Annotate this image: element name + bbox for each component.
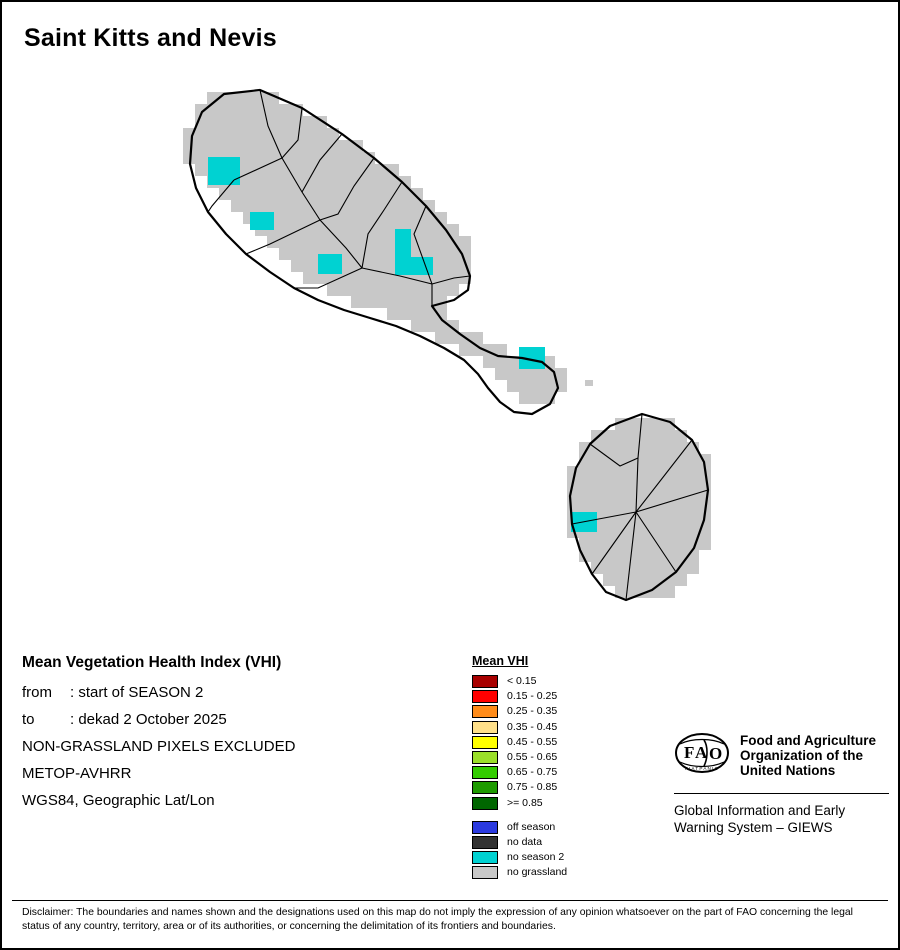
- legend-class-swatch: [472, 766, 498, 779]
- svg-text:F I A T P A N I S: F I A T P A N I S: [685, 766, 718, 771]
- legend-class-item: [472, 735, 672, 750]
- legend-special-list: [472, 820, 672, 881]
- fao-name-line3: United Nations: [740, 763, 836, 778]
- legend-special-item: [472, 820, 672, 835]
- info-heading: Mean Vegetation Health Index (VHI): [22, 654, 282, 671]
- svg-text:O: O: [709, 744, 723, 763]
- nevis-island: [567, 414, 711, 600]
- legend-class-label: 0.25 - 0.35: [507, 705, 558, 718]
- info-from-row: [22, 684, 452, 701]
- map-info-block: [22, 654, 452, 819]
- legend-special-item: [472, 850, 672, 865]
- legend-special-label: off season: [507, 820, 556, 833]
- legend-special-label: no season 2: [507, 851, 565, 864]
- legend-class-item: [472, 704, 672, 719]
- info-pixels-note: NON-GRASSLAND PIXELS EXCLUDED: [22, 738, 296, 755]
- fao-divider: [674, 793, 889, 794]
- info-projection: WGS84, Geographic Lat/Lon: [22, 792, 215, 809]
- legend-special-swatch: [472, 866, 498, 879]
- disclaimer-divider: [12, 900, 888, 901]
- legend-class-item: [472, 780, 672, 795]
- legend-class-label: 0.65 - 0.75: [507, 766, 558, 779]
- legend-class-swatch: [472, 690, 498, 703]
- saint-kitts-island: [183, 90, 593, 414]
- legend-special-item: [472, 865, 672, 880]
- svg-text:F: F: [684, 743, 695, 762]
- legend-class-item: [472, 689, 672, 704]
- legend-class-item: [472, 674, 672, 689]
- legend-class-item: [472, 765, 672, 780]
- fao-branding: [674, 728, 889, 836]
- legend-class-swatch: [472, 797, 498, 810]
- legend-class-swatch: [472, 705, 498, 718]
- legend-class-swatch: [472, 751, 498, 764]
- legend-class-label: < 0.15: [507, 675, 537, 688]
- giews-line1: Global Information and Early: [674, 803, 846, 818]
- legend-special-swatch: [472, 821, 498, 834]
- map-canvas: [2, 62, 898, 642]
- legend-class-label: 0.55 - 0.65: [507, 751, 558, 764]
- legend-class-label: 0.15 - 0.25: [507, 690, 558, 703]
- info-from-label: from: [22, 684, 52, 701]
- info-to-label: to: [22, 711, 35, 728]
- legend-class-item: [472, 720, 672, 735]
- legend-special-label: no grassland: [507, 866, 568, 879]
- legend-class-item: [472, 796, 672, 811]
- legend-special-label: no data: [507, 835, 543, 848]
- legend-special-swatch: [472, 851, 498, 864]
- svg-text:A: A: [695, 743, 708, 762]
- legend-class-swatch: [472, 781, 498, 794]
- legend-class-label: 0.35 - 0.45: [507, 720, 558, 733]
- giews-name: [674, 802, 889, 836]
- legend-class-list: [472, 674, 672, 811]
- info-to-row: [22, 711, 452, 728]
- legend-class-label: 0.75 - 0.85: [507, 781, 558, 794]
- legend-class-swatch: [472, 675, 498, 688]
- page-title: Saint Kitts and Nevis: [24, 24, 277, 52]
- legend-special-swatch: [472, 836, 498, 849]
- legend-spacer: [472, 811, 672, 820]
- disclaimer-text: Disclaimer: The boundaries and names shown and the designations used on this map do not imply the expression of any opinion whatsoever on the part of FAO concerning the legal status of any country, territory, area or of its authorities, or concerning the delimitation of its frontiers and boundaries.: [22, 907, 853, 932]
- giews-line2: Warning System – GIEWS: [674, 820, 833, 835]
- legend-special-item: [472, 835, 672, 850]
- info-to-value: : dekad 2 October 2025: [70, 711, 227, 728]
- legend-class-swatch: [472, 721, 498, 734]
- legend-class-swatch: [472, 736, 498, 749]
- legend-class-label: 0.45 - 0.55: [507, 735, 558, 748]
- fao-name-line2: Organization of the: [740, 748, 863, 763]
- info-from-value: : start of SEASON 2: [70, 684, 204, 701]
- legend-title: Mean VHI: [472, 654, 529, 668]
- map-legend: [472, 654, 672, 880]
- legend-class-item: [472, 750, 672, 765]
- legend-class-label: >= 0.85: [507, 796, 543, 809]
- fao-name-line1: Food and Agriculture: [740, 733, 876, 748]
- fao-organization-name: [740, 733, 876, 778]
- fao-logo-icon: [674, 728, 730, 783]
- info-sensor: METOP-AVHRR: [22, 765, 132, 782]
